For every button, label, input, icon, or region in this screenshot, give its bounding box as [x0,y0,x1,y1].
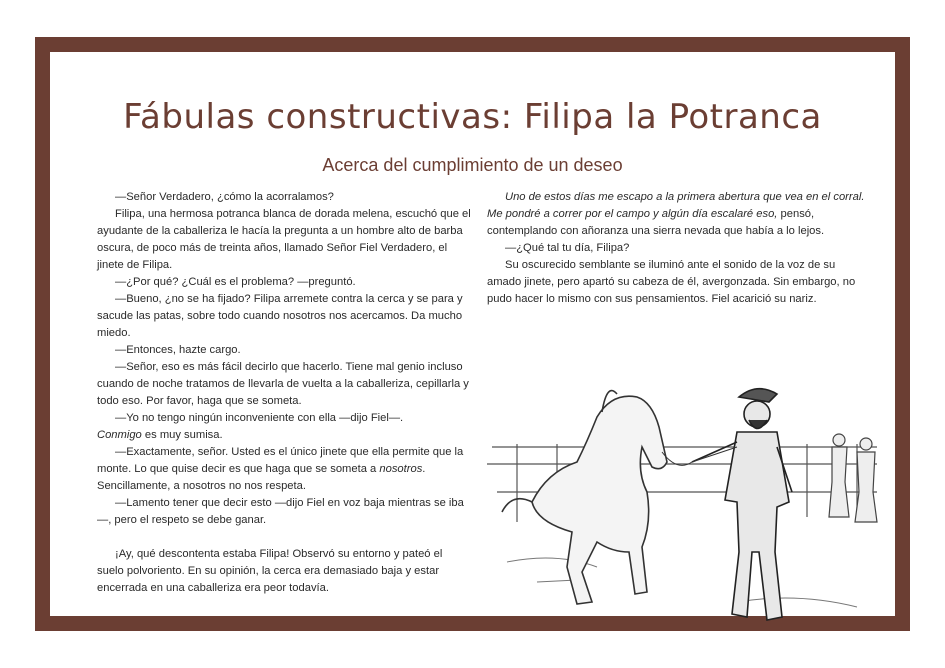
paragraph-text: pensó, contemplando con añoranza una sierra nevada que había a lo lejos. [487,208,825,237]
paragraph [97,427,472,444]
paragraph: Filipa, una hermosa potranca blanca de dorada melena, escuchó que el ayudante de la caballeriza le hacía la pregunta a un hombre alto de barba oscura, de poco más de treinta años, llamado Señor Fiel Verdadero, el jinete de Filipa. [97,208,471,271]
horse-and-rider-illustration [477,352,887,637]
italic-text: nosotros [379,463,423,475]
left-column [97,189,472,597]
paragraph [97,444,472,495]
paragraph: —Entonces, hazte cargo. [115,344,241,356]
paragraph: —Señor, eso es más fácil decirlo que hacerlo. Tiene mal genio incluso cuando de noche tratamos de llevarla de vuelta a la caballeriza, cepillarla y todo eso. Por favor, haga que se someta. [97,361,469,407]
paragraph: —Yo no tengo ningún inconveniente con ella —dijo Fiel—. [115,412,404,424]
italic-text: Conmigo [97,429,142,441]
paragraph: ¡Ay, qué descontenta estaba Filipa! Observó su entorno y pateó el suelo polvoriento. En su opinión, la cerca era demasiado baja y estar encerrada en una caballeriza era peor todavía. [97,548,443,594]
paragraph: —¿Qué tal tu día, Filipa? [505,242,630,254]
paragraph: Su oscurecido semblante se iluminó ante el sonido de la voz de su amado jinete, pero apartó su cabeza de él, avergonzada. Sin embargo, no pudo hacer lo mismo con sus pensamientos. Fiel acarició su nariz. [487,259,856,305]
paragraph-text: es muy sumisa. [141,429,223,441]
paragraph: —Lamento tener que decir esto —dijo Fiel en voz baja mientras se iba—, pero el respeto se debe ganar. [97,497,464,526]
page-frame [35,37,910,631]
page-title: Fábulas constructivas: Filipa la Potranca [123,97,822,137]
paragraph-gap [97,529,472,546]
paragraph-text: —Exactamente, señor. Usted es el único jinete que ella permite que la monte. Lo que quise decir es que haga que se someta a [97,446,464,475]
page-subtitle: Acerca del cumplimiento de un deseo [322,155,623,175]
paragraph [487,189,865,240]
paragraph: —¿Por qué? ¿Cuál es el problema? —preguntó. [115,276,356,288]
italic-text: Uno de estos días me escapo a la primera abertura que vea en el corral. Me pondré a correr por el campo y algún día escalaré eso, [487,191,865,220]
paragraph: —Señor Verdadero, ¿cómo la acorralamos? [115,191,334,203]
paragraph: —Bueno, ¿no se ha fijado? Filipa arremete contra la cerca y se para y sacude las patas, sobre todo cuando nosotros nos acercamos. Da mucho miedo. [97,293,463,339]
paragraph-text: . Sencillamente, a nosotros no nos respeta. [97,463,426,492]
page-content [50,52,895,616]
right-column [487,189,865,308]
